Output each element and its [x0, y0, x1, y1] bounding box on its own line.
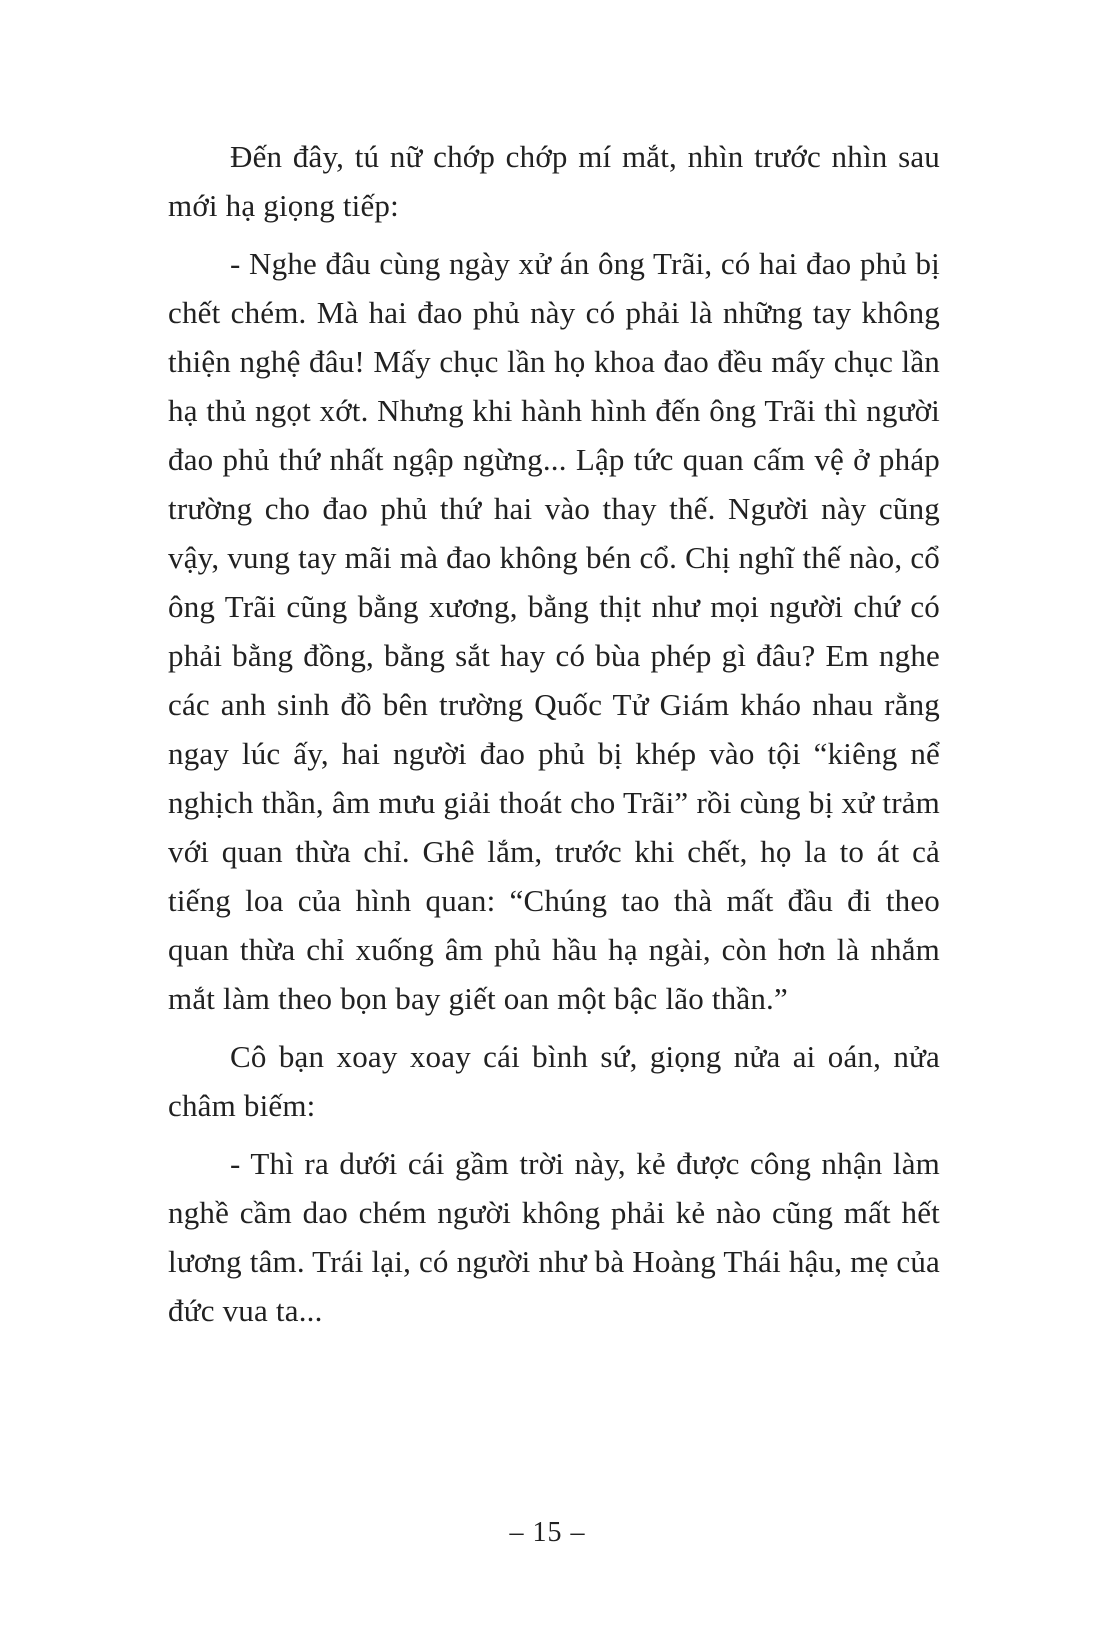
paragraph-1: Đến đây, tú nữ chớp chớp mí mắt, nhìn trước nhìn sau mới hạ giọng tiếp: — [168, 139, 940, 223]
paragraph-3: Cô bạn xoay xoay cái bình sứ, giọng nửa ai oán, nửa châm biếm: — [168, 1039, 940, 1123]
paragraph-4-dialogue: - Thì ra dưới cái gầm trời này, kẻ được công nhận làm nghề cầm dao chém người không phải kẻ nào cũng mất hết lương tâm. Trái lại, có người như bà Hoàng Thái hậu, mẹ của đức vua ta... — [168, 1146, 940, 1328]
paragraph-2-dialogue: - Nghe đâu cùng ngày xử án ông Trãi, có hai đao phủ bị chết chém. Mà hai đao phủ này có phải là những tay không thiện nghệ đâu! Mấy chục lần họ khoa đao đều mấy chục lần hạ thủ ngọt xớt. Nhưng khi hành hình đến ông Trãi thì người đao phủ thứ nhất ngập ngừng... Lập tức quan cấm vệ ở pháp trường cho đao phủ thứ hai vào thay thế. Người này cũng vậy, vung tay mãi mà đao không bén cổ. Chị nghĩ thế nào, cổ ông Trãi cũng bằng xương, bằng thịt như mọi người chứ có phải bằng đồng, bằng sắt hay có bùa phép gì đâu? Em nghe các anh sinh đồ bên trường Quốc Tử Giám kháo nhau rằng ngay lúc ấy, hai người đao phủ bị khép vào tội “kiêng nể nghịch thần, âm mưu giải thoát cho Trãi” rồi cùng bị xử trảm với quan thừa chỉ. Ghê lắm, trước khi chết, họ la to át cả tiếng loa của hình quan: “Chúng tao thà mất đầu đi theo quan thừa chỉ xuống âm phủ hầu hạ ngài, còn hơn là nhắm mắt làm theo bọn bay giết oan một bậc lão thần.” — [168, 246, 940, 1016]
page-body — [168, 132, 940, 1335]
page-number: – 15 – — [509, 1517, 586, 1548]
